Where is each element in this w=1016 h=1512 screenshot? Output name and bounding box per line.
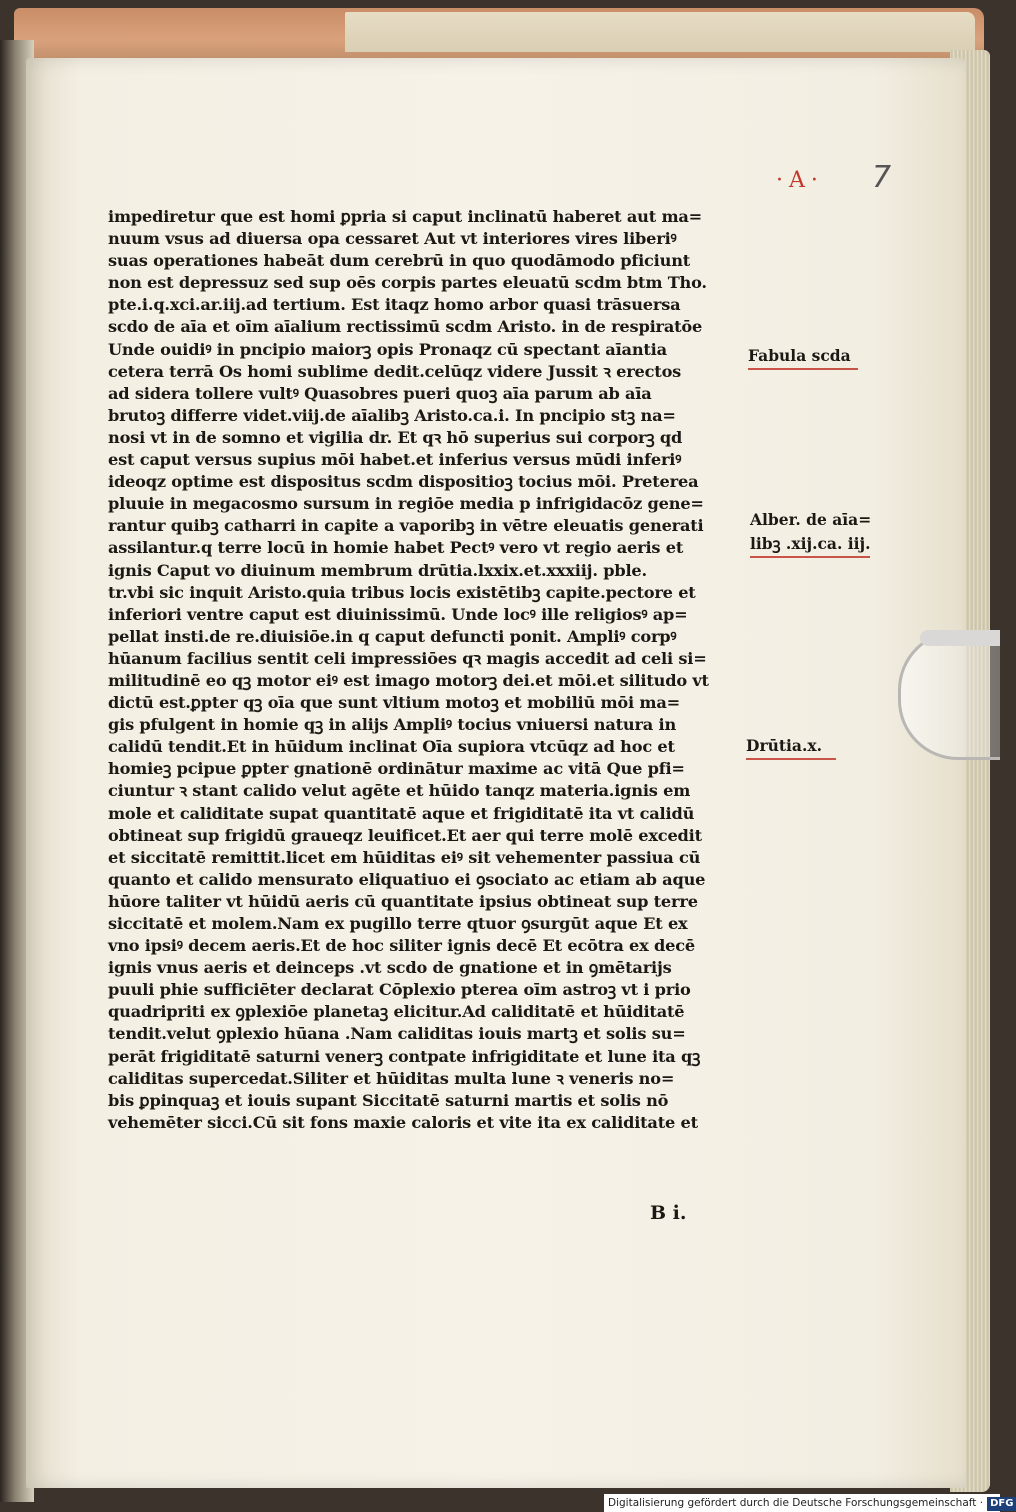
text-line: ideoqz optime est dispositus scdm dispositioꝫ tocius mōi. Preterea xyxy=(108,472,699,492)
text-line: siccitatē et molem.Nam ex pugillo terre qtuor ꝯsurgūt aque Et ex xyxy=(108,914,688,933)
margin-note-albertus xyxy=(750,508,871,558)
text-line: ad sidera tollere vultꝰ Quasobres pueri quoꝫ aīa parum ab aīa xyxy=(108,383,652,403)
text-line: dictū est.ꝑpter qꝫ oīa que sunt vltium motoꝫ et mobiliū mōi ma= xyxy=(108,693,680,713)
text-line: nuum vsus ad diuersa opa cessaret Aut vt interiores vires liberiꝰ xyxy=(108,229,677,249)
text-line: brutoꝫ differre videt.viij.de aīalibꝫ Aristo.ca.i. In pncipio stꝫ na= xyxy=(108,405,676,425)
text-line: puuli phie sufficiēter declarat Cōplexio pterea oīm astroꝫ vt i prio xyxy=(108,980,691,1000)
footer-text: Digitalisierung gefördert durch die Deutsche Forschungsgemeinschaft · xyxy=(608,1497,984,1509)
text-line: vehemēter sicci.Cū sit fons maxie caloris et vite ita ex caliditate et xyxy=(108,1112,698,1132)
folio-mark: ·A· xyxy=(776,168,824,193)
text-line: vno ipsiꝰ decem aeris.Et de hoc siliter ignis decē Et ecōtra ex decē xyxy=(108,936,696,956)
text-line: tendit.velut ꝯplexio hūana .Nam caliditas iouis martꝫ et solis su= xyxy=(108,1024,686,1044)
text-line: hūore taliter vt hūidū aeris cū quantitate ipsius obtineat sup terre xyxy=(108,891,698,911)
text-line: calidū tendit.Et in hūidum inclinat Oīa supiora vtcūqz ad hoc et xyxy=(108,737,675,757)
text-line: inferiori ventre caput est diuinissimū. Unde locꝰ ille religiosꝰ ap= xyxy=(108,604,688,624)
text-line: caliditas supercedat.Siliter et hūiditas multa lune ꝛ veneris no= xyxy=(108,1068,675,1088)
text-line: pte.i.q.xci.ar.iij.ad tertium. Est itaqz homo arbor quasi trāsuersa xyxy=(108,295,681,315)
text-line: bis ꝑpinquaꝫ et iouis supant Siccitatē saturni martis et solis nō xyxy=(108,1090,669,1110)
red-underline xyxy=(748,368,858,370)
text-line: pellat insti.de re.diuisiōe.in q caput defuncti ponit. Ampliꝰ corpꝰ xyxy=(108,626,677,646)
text-line: militudinē eo qꝫ motor eiꝰ est imago motorꝫ dei.et mōi.et silitudo vt xyxy=(108,670,709,690)
text-line: hūanum facilius sentit celi impressiōes qꝛ magis accedit ad celi si= xyxy=(108,648,707,668)
dfg-logo: DFG xyxy=(987,1497,1016,1511)
red-underline xyxy=(750,556,870,558)
text-line: rantur quibꝫ catharri in capite a vaporibꝫ in vētre eleuatis generati xyxy=(108,516,704,536)
margin-note-text: Fabula scda xyxy=(748,346,851,365)
text-line: pluuie in megacosmo sursum in regiōe media p infrigidacōz gene= xyxy=(108,494,704,514)
text-line: impediretur que est homi ꝑpria si caput inclinatū haberet aut ma= xyxy=(108,207,703,226)
text-line: ignis vnus aeris et deinceps .vt scdo de gnatione et in ꝯmētarijs xyxy=(108,958,672,978)
digitization-footer xyxy=(604,1494,1014,1512)
text-line: nosi vt in de somno et vigilia dr. Et qꝛ hō superius sui corporꝫ qd xyxy=(108,427,683,447)
text-line: non est depressuz sed sup oēs corpis partes eleuatū scdm btm Tho. xyxy=(108,273,707,293)
text-line: quadripriti ex ꝯplexiōe planetaꝫ elicitur.Ad caliditatē et hūiditatē xyxy=(108,1002,685,1022)
main-text-block xyxy=(108,206,733,1134)
text-line: cetera terrā Os homi sublime dedit.celūqz videre Jussit ꝛ erectos xyxy=(108,361,682,381)
margin-note-text: Drūtia.x. xyxy=(746,736,823,755)
text-line: homieꝫ pcipue ꝑpter gnationē ordinātur maxime ac vitā Que pfi= xyxy=(108,759,685,779)
text-line: tr.vbi sic inquit Aristo.quia tribus locis existētibꝫ capite.pectore et xyxy=(108,582,696,602)
text-line: gis pfulgent in homie qꝫ in alijs Ampliꝰ tocius vniuersi natura in xyxy=(108,715,677,735)
text-line: Unde ouidiꝰ in pncipio maiorꝫ opis Pronaqz cū spectant aīantia xyxy=(108,339,667,359)
red-underline xyxy=(746,758,836,760)
book-clamp xyxy=(898,630,1000,760)
text-line: est caput versus supius mōi habet.et inferius versus mūdi inferiꝰ xyxy=(108,450,682,470)
text-line: ignis Caput vo diuinum membrum drūtia.lxxix.et.xxxiij. pble. xyxy=(108,560,647,580)
margin-note-fabula xyxy=(748,344,858,370)
text-line: obtineat sup frigidū graueqz leuificet.Et aer qui terre molē excedit xyxy=(108,825,702,845)
margin-note-text: libꝫ .xij.ca. iij. xyxy=(750,534,871,553)
text-line: suas operationes habeāt dum cerebrū in quo quodāmodo pficiunt xyxy=(108,251,691,271)
text-line: et siccitatē remittit.licet em hūiditas eiꝰ sit vehementer passiua cū xyxy=(108,847,701,867)
text-line: mole et caliditate supat quantitatē aque et frigiditatē ita vt calidū xyxy=(108,803,695,823)
text-line: scdo de aīa et oīm aīalium rectissimū scdm Aristo. in de respiratōe xyxy=(108,317,703,337)
text-line: assilantur.q terre locū in homie habet Pectꝰ vero vt regio aeris et xyxy=(108,538,684,558)
text-line: quanto et calido mensurato eliquatiuo ei ꝯsociato ac etiam ab aque xyxy=(108,869,706,889)
text-line: ciuntur ꝛ stant calido velut agēte et hūido tanqz materia.ignis em xyxy=(108,781,691,801)
page-number: 7 xyxy=(872,160,892,195)
margin-note-differentia xyxy=(746,734,836,760)
margin-note-text: Alber. de aīa= xyxy=(750,510,872,529)
signature-mark: B i. xyxy=(650,1202,687,1224)
book-clamp-arm xyxy=(920,630,1000,646)
page-block-top xyxy=(345,12,975,52)
text-line: perāt frigiditatē saturni venerꝫ contpate infrigiditate et lune ita qꝫ xyxy=(108,1046,701,1066)
